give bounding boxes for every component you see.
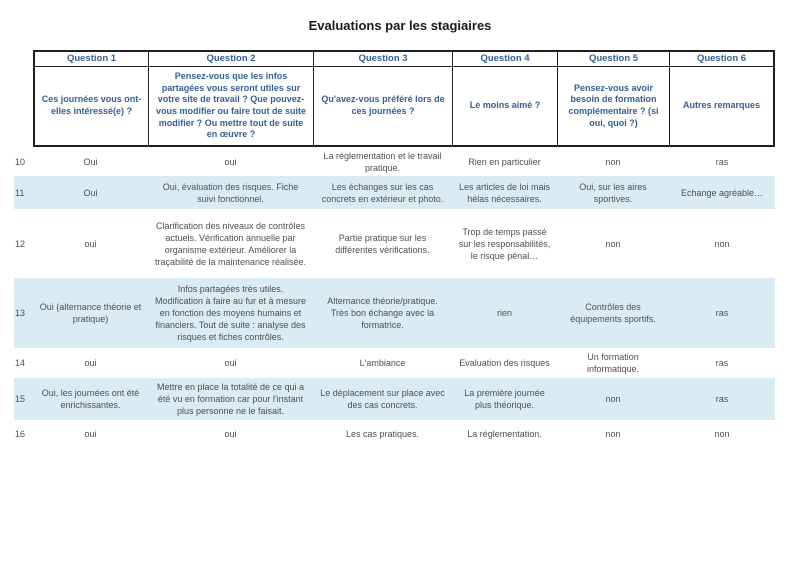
column-question: Pensez-vous avoir besoin de formation complémentaire ? (si oui, quoi ?) [557,67,669,145]
table-row [14,378,775,420]
column-label: Question 3 [313,52,452,67]
answer-cell: La réglementation et le travail pratique. [323,151,442,174]
answer-cell: ras [715,308,729,319]
answer-cell: non [605,157,621,168]
answer-cell: ras [715,394,729,405]
column-label: Question 1 [35,52,148,67]
answer-cell: Oui [83,187,98,198]
row-number: 13 [15,308,26,319]
answer-cell: ras [715,358,729,369]
answer-cell: oui [84,238,97,249]
row-number: 12 [15,238,26,249]
column-label: Question 4 [452,52,557,67]
column-label: Question 6 [669,52,773,67]
answer-cell: Partie pratique sur les différentes vérifications. [335,232,430,255]
column-question: Ces journées vous ont-elles intéressé(e) ? [41,94,142,117]
answer-cell: Echange agréable… [680,187,764,198]
answer-cell: rien [496,308,512,319]
table-row [14,348,775,378]
table-row [14,148,775,176]
answer-cell: Contrôles des équipements sportifs. [570,302,656,325]
answer-cell: Clarification des niveaux de contrôles actuels. Vérification annuelle par organisme extérieur. Améliorer la traçabilité de la maintenance réalisée. [154,220,307,267]
evaluation-table-body [14,148,775,448]
answer-cell: oui [84,429,97,440]
header-questions-row [35,67,773,145]
answer-cell: oui [224,429,237,440]
answer-cell: Oui [83,157,98,168]
answer-cell: Evaluation des risques [459,358,550,369]
row-number: 16 [15,429,26,440]
answer-cell: non [714,429,730,440]
row-number: 10 [15,157,26,168]
column-question: Qu'avez-vous préféré lors de ces journées ? [313,67,452,145]
table-row [14,420,775,448]
answer-cell: La réglementation. [467,429,542,440]
answer-cell: Oui, évaluation des risques. Fiche suivi fonctionnel. [162,181,299,204]
answer-cell: L'ambiance [359,358,406,369]
column-question: Pensez-vous que les infos partagées vous seront utiles sur votre site de travail ? Que pouvez-vous modifier ou faire tout de suite modifier ? Ou mettre tout de suite en œuvre ? [148,67,313,145]
row-number: 15 [15,394,26,405]
answer-cell: Un formation informatique. [586,352,640,375]
row-number: 14 [15,358,26,369]
answer-cell: Trop de temps passé sur les responsabilités, le risque pénal… [458,226,551,261]
answer-cell: oui [224,358,237,369]
answer-cell: Les articles de loi mais hélas nécessaires. [458,181,551,204]
answer-cell: Infos partagées très utiles. Modification à faire au fur et à mesure en fonction des moyens humains et financiers. Tout de suite : analyse des risques et fiches contrôles. [154,283,307,343]
column-label: Question 5 [557,52,669,67]
answer-cell: oui [84,358,97,369]
answer-cell: Rien en particulier [468,157,541,168]
answer-cell: non [605,238,621,249]
answer-cell: Le déplacement sur place avec des cas concrets. [320,388,445,411]
header-labels-row [35,52,773,67]
answer-cell: non [714,238,730,249]
answer-cell: non [605,429,621,440]
answer-cell: oui [224,157,237,168]
answer-cell: Mettre en place la totalité de ce qui a été vu en formation car pour l'instant plus personne ne le faisait. [156,382,305,417]
column-label: Question 2 [148,52,313,67]
evaluation-table-header [33,50,775,147]
answer-cell: Oui, les journées ont été enrichissantes. [41,388,140,411]
column-question: Autres remarques [669,67,773,145]
answer-cell: Les échanges sur les cas concrets en extérieur et photo. [321,181,444,204]
answer-cell: ras [715,157,729,168]
answer-cell: Oui (alternance théorie et pratique) [39,302,142,325]
answer-cell: Oui, sur les aires sportives. [579,181,647,204]
answer-cell: Les cas pratiques. [345,429,420,440]
table-row [14,278,775,348]
column-question: Le moins aimé ? [452,67,557,145]
row-number: 11 [15,187,25,198]
table-row [14,176,775,209]
answer-cell: Alternance théorie/pratique. Très bon échange avec la formatrice. [327,296,438,331]
page-title: Evaluations par les stagiaires [308,18,492,33]
table-row [14,209,775,278]
answer-cell: non [605,394,621,405]
answer-cell: La première journée plus théorique. [464,388,545,411]
